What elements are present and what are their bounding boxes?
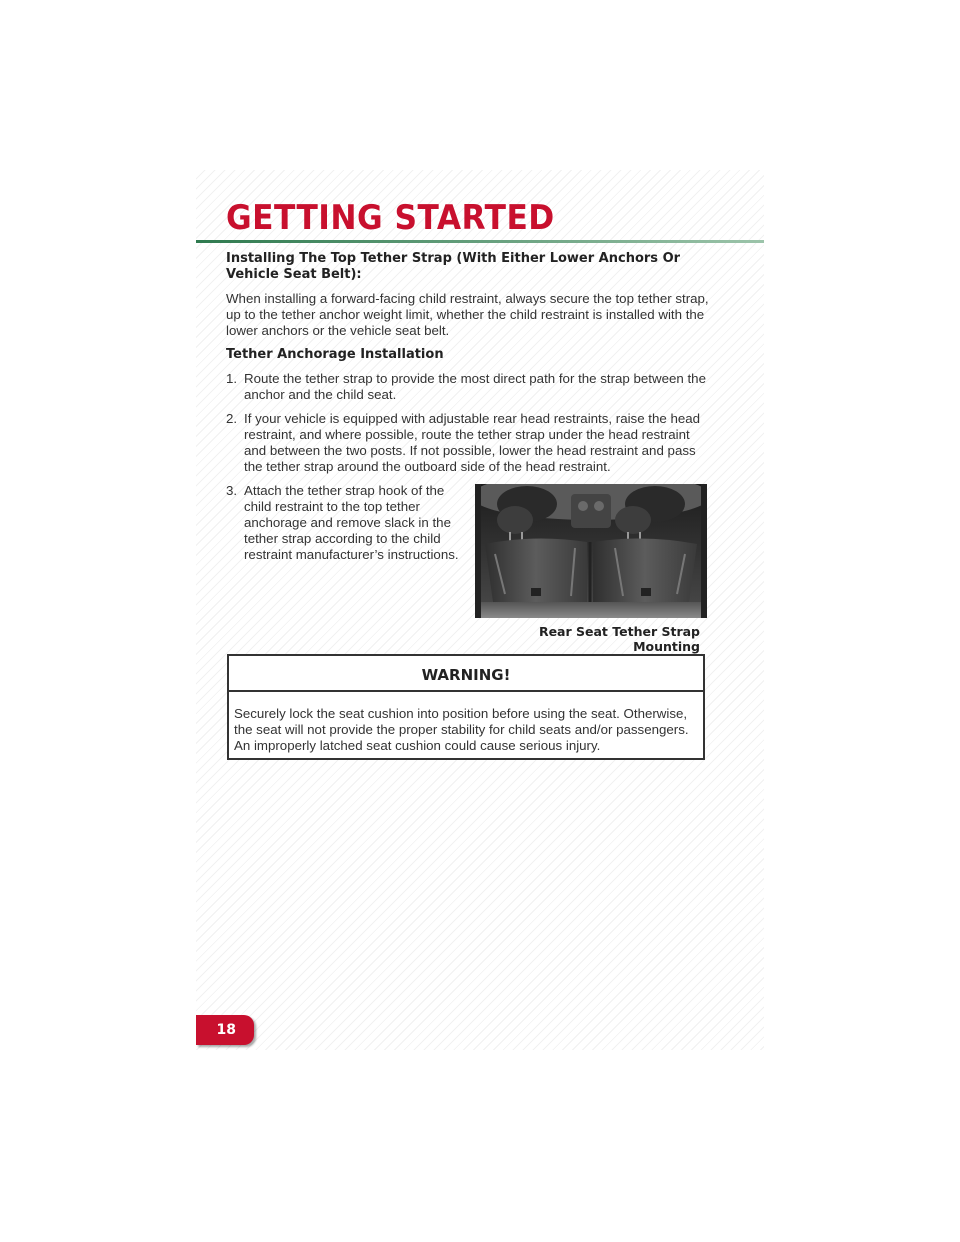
step-text: Attach the tether strap hook of the child restraint to the top tether anchorage and remove slack in the tether strap according to the child restraint manufacturer’s instructions. [244,483,459,562]
list-item [226,483,464,563]
step-text: If your vehicle is equipped with adjustable rear head restraints, raise the head restraint, and where possible, route the tether strap under the head restraint and between the two posts. If not possible, lower the head restraint and pass the tether strap around the outboard side of the head restraint. [244,411,701,474]
page-number: 18 [196,1015,254,1045]
section-title: GETTING STARTED [226,198,555,238]
figure-caption: Rear Seat Tether Strap Mounting [538,624,700,654]
rear-seat-image [475,484,707,618]
heading-sub: Tether Anchorage Installation [226,347,444,362]
warning-title: WARNING! [229,656,703,692]
warning-box [227,654,705,760]
intro-paragraph: When installing a forward-facing child restraint, always secure the top tether strap, up to the tether anchor weight limit, whether the child restraint is installed with the lower anchors or the vehicle seat belt. [226,291,709,338]
step-number: 3. [226,483,238,498]
step-number: 2. [226,411,238,426]
title-divider [196,240,764,243]
warning-text: Securely lock the seat cushion into position before using the seat. Otherwise, the seat will not provide the proper stability for child seats and/or passengers. An improperly latched seat cushion could cause serious injury. [234,706,689,753]
step-number: 1. [226,371,238,386]
list-item [226,411,710,475]
heading-main: Installing The Top Tether Strap (With Either Lower Anchors Or Vehicle Seat Belt): [226,251,681,282]
list-item [226,371,710,403]
step-text: Route the tether strap to provide the most direct path for the strap between the anchor and the child seat. [244,371,706,402]
